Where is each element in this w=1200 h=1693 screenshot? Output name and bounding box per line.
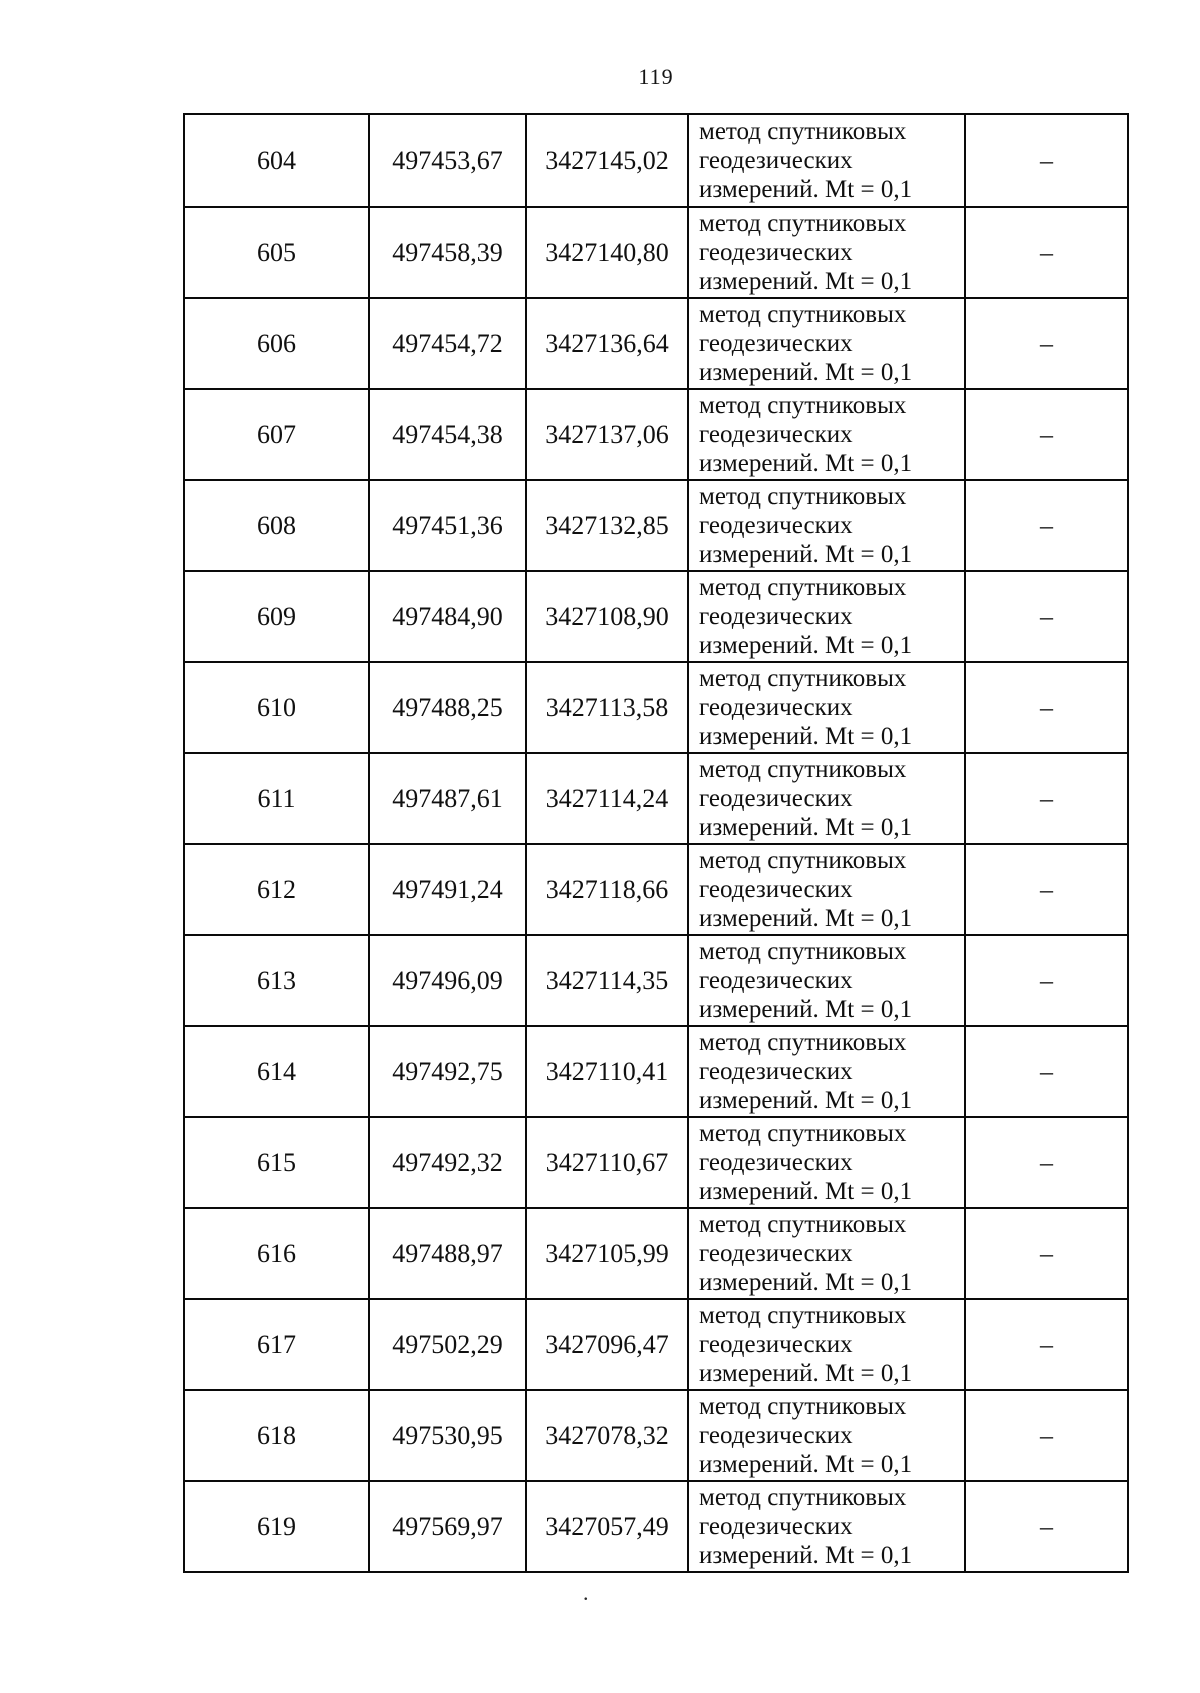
point-number-cell: 613: [257, 965, 296, 995]
table-row: [185, 934, 1127, 1025]
y-coordinate-cell: 3427096,47: [525, 1300, 687, 1389]
x-coordinate-cell: 497454,38: [368, 390, 525, 479]
method-cell: [687, 299, 964, 388]
point-number-cell: 604: [257, 145, 296, 175]
table-row: [185, 1298, 1127, 1389]
method-line-3: измерений. Мt = 0,1: [699, 1451, 913, 1478]
method-cell: [687, 115, 964, 206]
table-row: [185, 479, 1127, 570]
method-line-3: измерений. Мt = 0,1: [699, 632, 913, 659]
point-number-cell: 619: [257, 1511, 296, 1541]
x-coordinate-cell: 497453,67: [368, 115, 525, 206]
method-line-2: геодезических: [699, 1513, 853, 1540]
y-coordinate-cell: 3427118,66: [525, 845, 687, 934]
method-line-2: геодезических: [699, 1331, 853, 1358]
method-line-1: метод спутниковых: [699, 118, 907, 145]
method-cell: [687, 481, 964, 570]
y-coordinate-cell: 3427132,85: [525, 481, 687, 570]
method-line-1: метод спутниковых: [699, 1211, 907, 1238]
table-row: [185, 661, 1127, 752]
method-line-1: метод спутниковых: [699, 665, 907, 692]
method-line-2: геодезических: [699, 147, 853, 174]
x-coordinate-cell: 497487,61: [368, 754, 525, 843]
note-cell: –: [964, 572, 1127, 661]
method-line-2: геодезических: [699, 330, 853, 357]
x-coordinate-cell: 497451,36: [368, 481, 525, 570]
method-cell: [687, 845, 964, 934]
note-cell: –: [964, 1118, 1127, 1207]
note-cell: –: [964, 1482, 1127, 1571]
method-line-3: измерений. Мt = 0,1: [699, 541, 913, 568]
method-line-2: геодезических: [699, 967, 853, 994]
method-line-3: измерений. Мt = 0,1: [699, 1087, 913, 1114]
method-cell: [687, 572, 964, 661]
note-cell: –: [964, 1391, 1127, 1480]
y-coordinate-cell: 3427145,02: [525, 115, 687, 206]
table-row: [185, 843, 1127, 934]
method-cell: [687, 1391, 964, 1480]
y-coordinate-cell: 3427113,58: [525, 663, 687, 752]
table-row: [185, 1389, 1127, 1480]
method-line-1: метод спутниковых: [699, 1120, 907, 1147]
method-cell: [687, 1482, 964, 1571]
method-line-2: геодезических: [699, 421, 853, 448]
method-line-2: геодезических: [699, 1422, 853, 1449]
method-line-2: геодезических: [699, 694, 853, 721]
y-coordinate-cell: 3427136,64: [525, 299, 687, 388]
table-row: [185, 1025, 1127, 1116]
x-coordinate-cell: 497530,95: [368, 1391, 525, 1480]
note-cell: –: [964, 663, 1127, 752]
method-line-3: измерений. Мt = 0,1: [699, 450, 913, 477]
x-coordinate-cell: 497488,25: [368, 663, 525, 752]
point-number-cell: 607: [257, 419, 296, 449]
method-line-1: метод спутниковых: [699, 1484, 907, 1511]
method-line-3: измерений. Мt = 0,1: [699, 359, 913, 386]
table-row: [185, 115, 1127, 206]
y-coordinate-cell: 3427114,35: [525, 936, 687, 1025]
x-coordinate-cell: 497491,24: [368, 845, 525, 934]
y-coordinate-cell: 3427137,06: [525, 390, 687, 479]
point-number-cell: 612: [257, 874, 296, 904]
method-line-2: геодезических: [699, 1058, 853, 1085]
method-line-2: геодезических: [699, 239, 853, 266]
point-number-cell: 605: [257, 237, 296, 267]
table-row: [185, 1480, 1127, 1571]
point-number-cell: 617: [257, 1329, 296, 1359]
note-cell: –: [964, 754, 1127, 843]
point-number-cell: 616: [257, 1238, 296, 1268]
method-cell: [687, 1027, 964, 1116]
method-line-2: геодезических: [699, 876, 853, 903]
y-coordinate-cell: 3427110,41: [525, 1027, 687, 1116]
method-line-1: метод спутниковых: [699, 574, 907, 601]
note-cell: –: [964, 299, 1127, 388]
table-row: [185, 1207, 1127, 1298]
method-cell: [687, 936, 964, 1025]
method-line-3: измерений. Мt = 0,1: [699, 268, 913, 295]
note-cell: –: [964, 208, 1127, 297]
method-cell: [687, 754, 964, 843]
method-line-3: измерений. Мt = 0,1: [699, 905, 913, 932]
point-number-cell: 606: [257, 328, 296, 358]
note-cell: –: [964, 481, 1127, 570]
method-line-1: метод спутниковых: [699, 1302, 907, 1329]
method-line-1: метод спутниковых: [699, 1029, 907, 1056]
x-coordinate-cell: 497492,32: [368, 1118, 525, 1207]
method-cell: [687, 1118, 964, 1207]
method-cell: [687, 390, 964, 479]
method-line-3: измерений. Мt = 0,1: [699, 723, 913, 750]
note-cell: –: [964, 390, 1127, 479]
point-number-cell: 614: [257, 1056, 296, 1086]
x-coordinate-cell: 497454,72: [368, 299, 525, 388]
y-coordinate-cell: 3427140,80: [525, 208, 687, 297]
table-row: [185, 752, 1127, 843]
table-row: [185, 297, 1127, 388]
method-line-1: метод спутниковых: [699, 756, 907, 783]
method-line-1: метод спутниковых: [699, 301, 907, 328]
method-line-3: измерений. Мt = 0,1: [699, 814, 913, 841]
coordinates-table: [183, 113, 1129, 1573]
method-line-3: измерений. Мt = 0,1: [699, 1269, 913, 1296]
point-number-cell: 618: [257, 1420, 296, 1450]
method-line-3: измерений. Мt = 0,1: [699, 176, 913, 203]
note-cell: –: [964, 115, 1127, 206]
method-cell: [687, 1209, 964, 1298]
note-cell: –: [964, 1300, 1127, 1389]
table-row: [185, 206, 1127, 297]
method-line-3: измерений. Мt = 0,1: [699, 1542, 913, 1569]
method-cell: [687, 1300, 964, 1389]
note-cell: –: [964, 1027, 1127, 1116]
note-cell: –: [964, 936, 1127, 1025]
x-coordinate-cell: 497484,90: [368, 572, 525, 661]
point-number-cell: 609: [257, 601, 296, 631]
y-coordinate-cell: 3427110,67: [525, 1118, 687, 1207]
page-number: 119: [638, 64, 674, 89]
table-row: [185, 570, 1127, 661]
x-coordinate-cell: 497502,29: [368, 1300, 525, 1389]
table-row: [185, 388, 1127, 479]
point-number-cell: 610: [257, 692, 296, 722]
method-line-1: метод спутниковых: [699, 847, 907, 874]
point-number-cell: 615: [257, 1147, 296, 1177]
y-coordinate-cell: 3427057,49: [525, 1482, 687, 1571]
x-coordinate-cell: 497458,39: [368, 208, 525, 297]
method-line-1: метод спутниковых: [699, 483, 907, 510]
point-number-cell: 611: [257, 783, 296, 813]
method-line-2: геодезических: [699, 1149, 853, 1176]
method-line-2: геодезических: [699, 603, 853, 630]
y-coordinate-cell: 3427105,99: [525, 1209, 687, 1298]
method-line-1: метод спутниковых: [699, 938, 907, 965]
method-line-3: измерений. Мt = 0,1: [699, 1178, 913, 1205]
method-line-2: геодезических: [699, 512, 853, 539]
method-line-2: геодезических: [699, 785, 853, 812]
note-cell: –: [964, 1209, 1127, 1298]
method-cell: [687, 663, 964, 752]
method-line-1: метод спутниковых: [699, 392, 907, 419]
method-line-1: метод спутниковых: [699, 210, 907, 237]
y-coordinate-cell: 3427108,90: [525, 572, 687, 661]
table-row: [185, 1116, 1127, 1207]
x-coordinate-cell: 497569,97: [368, 1482, 525, 1571]
method-line-1: метод спутниковых: [699, 1393, 907, 1420]
stray-dot-mark: .: [583, 1580, 589, 1605]
method-line-3: измерений. Мt = 0,1: [699, 996, 913, 1023]
x-coordinate-cell: 497492,75: [368, 1027, 525, 1116]
note-cell: –: [964, 845, 1127, 934]
y-coordinate-cell: 3427078,32: [525, 1391, 687, 1480]
x-coordinate-cell: 497496,09: [368, 936, 525, 1025]
method-cell: [687, 208, 964, 297]
y-coordinate-cell: 3427114,24: [525, 754, 687, 843]
method-line-2: геодезических: [699, 1240, 853, 1267]
point-number-cell: 608: [257, 510, 296, 540]
x-coordinate-cell: 497488,97: [368, 1209, 525, 1298]
method-line-3: измерений. Мt = 0,1: [699, 1360, 913, 1387]
